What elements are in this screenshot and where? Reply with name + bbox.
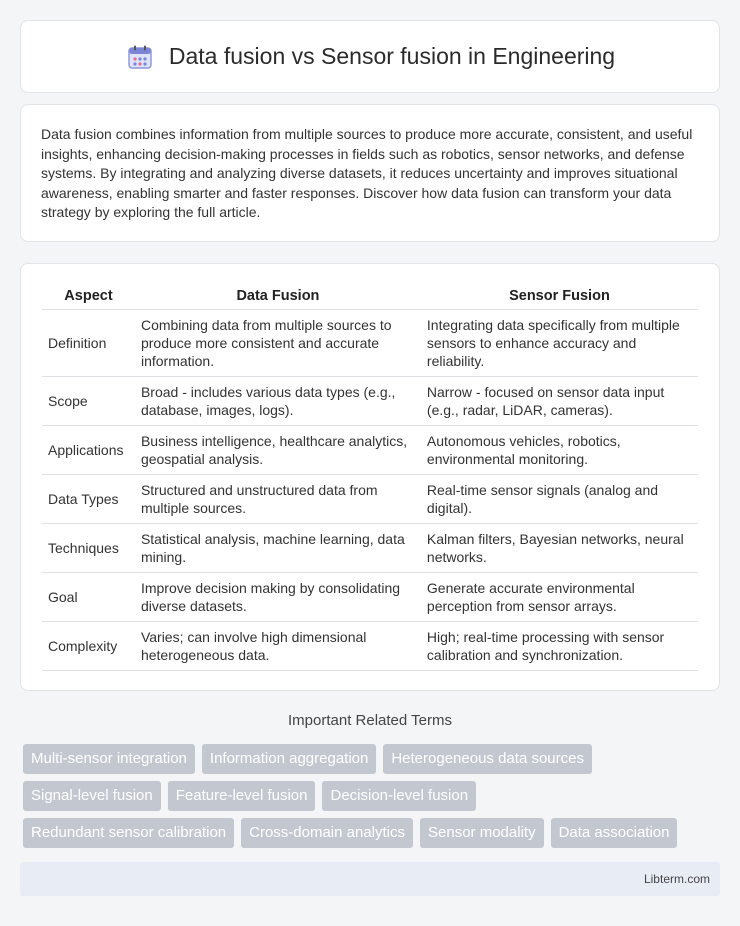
table-header-row — [42, 284, 698, 309]
footer-site-link[interactable]: Libterm.com — [643, 872, 710, 886]
table-row — [42, 425, 698, 474]
related-terms-tags — [23, 744, 723, 855]
row-aspect: Techniques — [42, 523, 135, 572]
row-data-fusion: Broad - includes various data types (e.g., database, images, logs). — [135, 376, 421, 425]
page-title: Data fusion vs Sensor fusion in Engineering — [168, 43, 616, 69]
row-sensor-fusion: Integrating data specifically from multiple sensors to enhance accuracy and reliability. — [421, 309, 698, 376]
header-sensor-fusion: Sensor Fusion — [421, 284, 698, 309]
row-sensor-fusion: Autonomous vehicles, robotics, environmental monitoring. — [421, 425, 698, 474]
row-data-fusion: Varies; can involve high dimensional heterogeneous data. — [135, 621, 421, 670]
comparison-table-card — [20, 263, 720, 691]
row-aspect: Data Types — [42, 474, 135, 523]
related-terms-title: Important Related Terms — [288, 712, 452, 729]
row-data-fusion: Structured and unstructured data from multiple sources. — [135, 474, 421, 523]
row-aspect: Goal — [42, 572, 135, 621]
related-term-tag[interactable]: Signal-level fusion — [23, 781, 161, 811]
header-data-fusion: Data Fusion — [135, 284, 421, 309]
related-term-tag[interactable]: Multi-sensor integration — [23, 744, 195, 774]
row-sensor-fusion: Narrow - focused on sensor data input (e.g., radar, LiDAR, cameras). — [421, 376, 698, 425]
tag-row — [23, 744, 723, 774]
related-term-tag[interactable]: Sensor modality — [420, 818, 544, 848]
related-term-tag[interactable]: Information aggregation — [202, 744, 376, 774]
row-data-fusion: Statistical analysis, machine learning, data mining. — [135, 523, 421, 572]
related-term-tag[interactable]: Redundant sensor calibration — [23, 818, 234, 848]
header-aspect: Aspect — [42, 284, 135, 309]
related-term-tag[interactable]: Heterogeneous data sources — [383, 744, 592, 774]
row-data-fusion: Combining data from multiple sources to produce more consistent and accurate information. — [135, 309, 421, 376]
row-sensor-fusion: Real-time sensor signals (analog and digital). — [421, 474, 698, 523]
row-data-fusion: Improve decision making by consolidating diverse datasets. — [135, 572, 421, 621]
related-term-tag[interactable]: Decision-level fusion — [322, 781, 476, 811]
footer — [20, 862, 720, 896]
row-sensor-fusion: Kalman filters, Bayesian networks, neural networks. — [421, 523, 698, 572]
row-aspect: Definition — [42, 309, 135, 376]
table-row — [42, 309, 698, 376]
row-aspect: Applications — [42, 425, 135, 474]
header-card — [20, 20, 720, 93]
tag-row — [23, 781, 723, 811]
table-row — [42, 621, 698, 670]
comparison-table — [42, 284, 698, 671]
row-sensor-fusion: Generate accurate environmental perception from sensor arrays. — [421, 572, 698, 621]
related-term-tag[interactable]: Cross-domain analytics — [241, 818, 413, 848]
table-row — [42, 523, 698, 572]
table-row — [42, 474, 698, 523]
row-aspect: Complexity — [42, 621, 135, 670]
intro-card — [20, 104, 720, 242]
table-row — [42, 572, 698, 621]
related-term-tag[interactable]: Data association — [551, 818, 678, 848]
row-data-fusion: Business intelligence, healthcare analytics, geospatial analysis. — [135, 425, 421, 474]
table-row — [42, 376, 698, 425]
tag-row — [23, 818, 723, 848]
row-sensor-fusion: High; real-time processing with sensor calibration and synchronization. — [421, 621, 698, 670]
row-aspect: Scope — [42, 376, 135, 425]
title-wrap — [125, 42, 615, 72]
calendar-grid-icon — [125, 42, 155, 72]
related-term-tag[interactable]: Feature-level fusion — [168, 781, 316, 811]
intro-text: Data fusion combines information from multiple sources to produce more accurate, consistent, and useful insights, enhancing decision-making processes in fields such as robotics, sensor networks, and defense systems. By integrating and analyzing diverse datasets, it reduces uncertainty and improves situational awareness, enabling smarter and faster responses. Discover how data fusion can transform your data strategy by exploring the full article. — [41, 126, 693, 220]
